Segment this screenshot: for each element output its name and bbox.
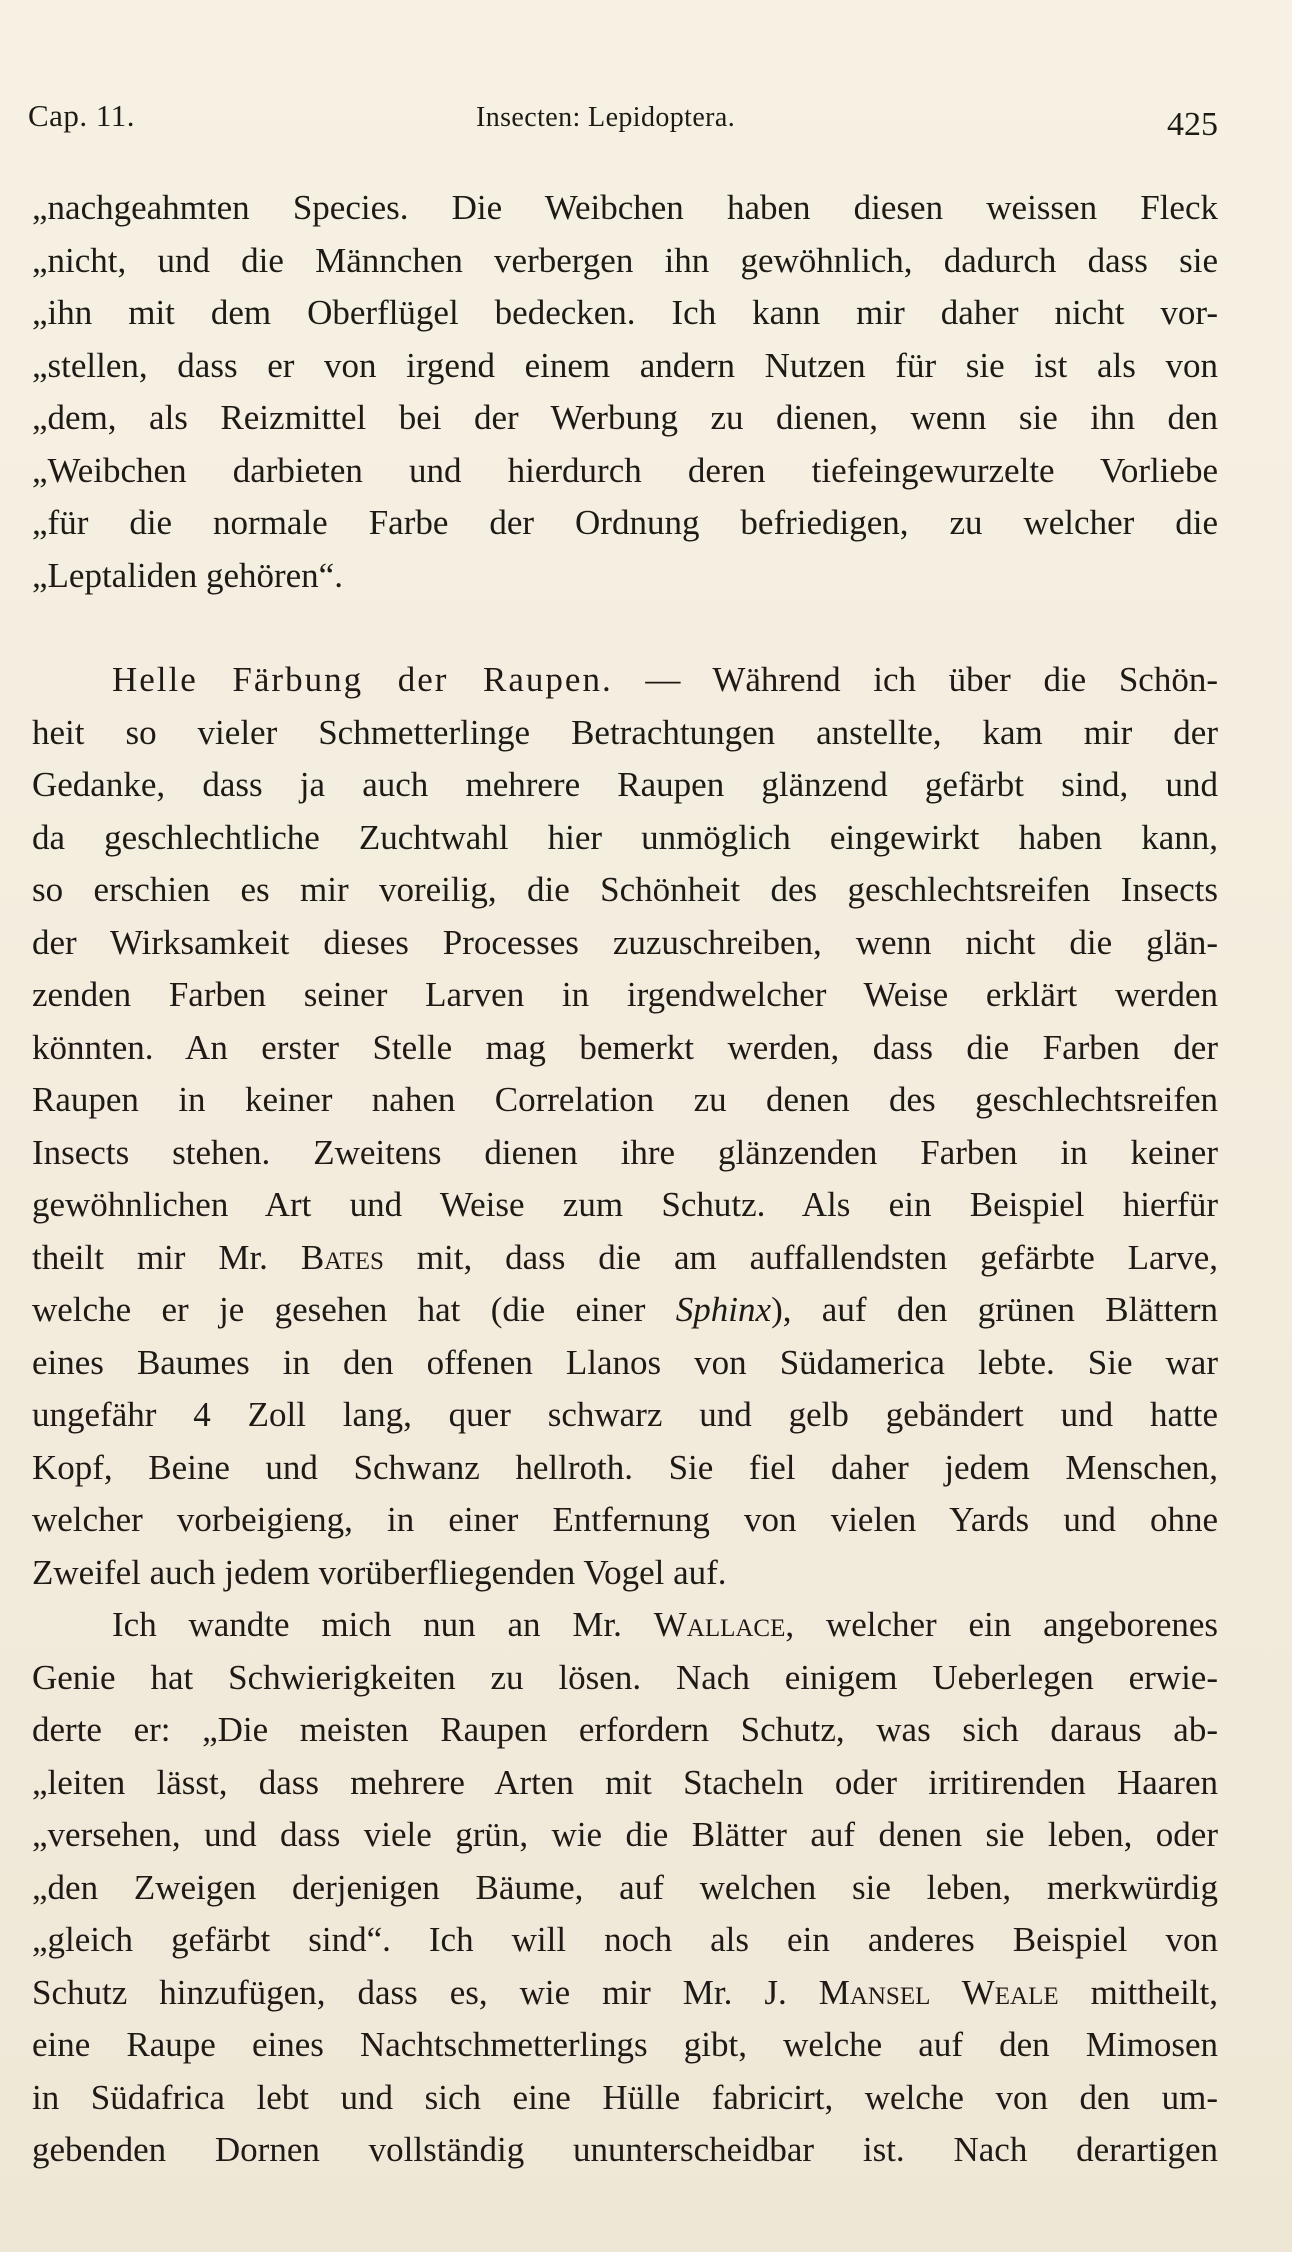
running-title: Insecten: Lepidoptera.: [476, 102, 736, 133]
page-number: 425: [1167, 106, 1218, 143]
text-line: [32, 1232, 1218, 1285]
text-line: Insects stehen. Zweitens dienen ihre glänzenden Farben in keiner: [32, 1132, 1218, 1172]
text-line: eines Baumes in den offenen Llanos von Südamerica lebte. Sie war: [32, 1342, 1218, 1382]
text-line: so erschien es mir voreilig, die Schönheit des geschlechtsreifen Insects: [32, 870, 1218, 909]
person-name: Wallace: [653, 1605, 786, 1644]
text-line: „für die normale Farbe der Ordnung befriedigen, zu welcher die: [32, 503, 1218, 542]
text-span: ), auf den grünen Blättern: [771, 1290, 1218, 1329]
text-span: mittheilt,: [1058, 1972, 1219, 2012]
text-line: Zweifel auch jedem vorüberfliegenden Vogel auf.: [32, 1552, 727, 1592]
text-line: ungefähr 4 Zoll lang, quer schwarz und gelb gebändert und hatte: [32, 1395, 1218, 1434]
text-line: der Wirksamkeit dieses Processes zuzuschreiben, wenn nicht die glän-: [32, 922, 1218, 962]
chapter-label: Cap. 11.: [28, 98, 136, 133]
heading-line-rest: — Während ich über die Schön-: [612, 660, 1218, 699]
person-name: Mansel Weale: [818, 1972, 1059, 2012]
text-line: Genie hat Schwierigkeiten zu lösen. Nach einigem Ueberlegen erwie-: [32, 1657, 1218, 1697]
text-line: „versehen, und dass viele grün, wie die Blätter auf denen sie leben, oder: [32, 1815, 1218, 1854]
text-line: zenden Farben seiner Larven in irgendwelcher Weise erklärt werden: [32, 975, 1218, 1014]
text-span: Schutz hinzufügen, dass es, wie mir Mr. J.: [32, 1972, 819, 2012]
text-line: Raupen in keiner nahen Correlation zu denen des geschlechtsreifen: [32, 1080, 1218, 1119]
text-line: „ihn mit dem Oberflügel bedecken. Ich kann mir daher nicht vor-: [32, 293, 1218, 332]
text-line: „Leptaliden gehören“.: [32, 555, 343, 595]
text-line: in Südafrica lebt und sich eine Hülle fabricirt, welche von den um-: [32, 2077, 1218, 2117]
text-line: da geschlechtliche Zuchtwahl hier unmöglich eingewirkt haben kann,: [32, 817, 1218, 857]
text-line: gebenden Dornen vollständig ununterscheidbar ist. Nach derartigen: [32, 2130, 1218, 2169]
text-line: [32, 1967, 1218, 2020]
section-heading-line: [32, 654, 1218, 707]
text-span: mit, dass die am auffallendsten gefärbte Larve,: [383, 1237, 1218, 1277]
text-span: Ich wandte mich nun an Mr.: [112, 1605, 654, 1644]
text-line: „stellen, dass er von irgend einem andern Nutzen für sie ist als von: [32, 345, 1218, 385]
text-line: Gedanke, dass ja auch mehrere Raupen glänzend gefärbt sind, und: [32, 765, 1218, 804]
text-span: theilt mir Mr.: [32, 1237, 301, 1277]
genus-name: Sphinx: [675, 1290, 772, 1329]
text-line: eine Raupe eines Nachtschmetterlings gibt, welche auf den Mimosen: [32, 2025, 1218, 2064]
text-line: „leiten lässt, dass mehrere Arten mit Stacheln oder irritirenden Haaren: [32, 1762, 1218, 1802]
paragraph-1: [32, 182, 1218, 602]
paragraph-2: [32, 654, 1218, 1599]
text-line: „gleich gefärbt sind“. Ich will noch als ein anderes Beispiel von: [32, 1920, 1218, 1959]
text-line: „Weibchen darbieten und hierdurch deren tiefeingewurzelte Vorliebe: [32, 450, 1218, 490]
section-heading: Helle Färbung der Raupen.: [112, 660, 613, 699]
text-line: Kopf, Beine und Schwanz hellroth. Sie fiel daher jedem Menschen,: [32, 1447, 1218, 1487]
text-line: „nicht, und die Männchen verbergen ihn gewöhnlich, dadurch dass sie: [32, 240, 1218, 280]
text-line: „nachgeahmten Species. Die Weibchen haben diesen weissen Fleck: [32, 188, 1218, 227]
paragraph-3: [32, 1599, 1218, 2177]
text-line: „dem, als Reizmittel bei der Werbung zu dienen, wenn sie ihn den: [32, 398, 1218, 437]
text-span: , welcher ein angeborenes: [785, 1605, 1219, 1644]
person-name: Bates: [300, 1237, 384, 1277]
text-line: derte er: „Die meisten Raupen erfordern Schutz, was sich daraus ab-: [32, 1710, 1218, 1749]
text-line: [32, 1599, 1218, 1652]
section-gap: [32, 602, 1218, 654]
text-span: welche er je gesehen hat (die einer: [32, 1290, 676, 1329]
text-line: „den Zweigen derjenigen Bäume, auf welchen sie leben, merkwürdig: [32, 1867, 1218, 1907]
page-header: [28, 98, 1218, 146]
text-line: welcher vorbeigieng, in einer Entfernung von vielen Yards und ohne: [32, 1500, 1218, 1539]
text-line: gewöhnlichen Art und Weise zum Schutz. Als ein Beispiel hierfür: [32, 1185, 1218, 1224]
text-line: könnten. An erster Stelle mag bemerkt werden, dass die Farben der: [32, 1027, 1218, 1067]
text-line: [32, 1284, 1218, 1337]
body-text: [32, 182, 1218, 2177]
text-line: heit so vieler Schmetterlinge Betrachtungen anstellte, kam mir der: [32, 712, 1218, 752]
